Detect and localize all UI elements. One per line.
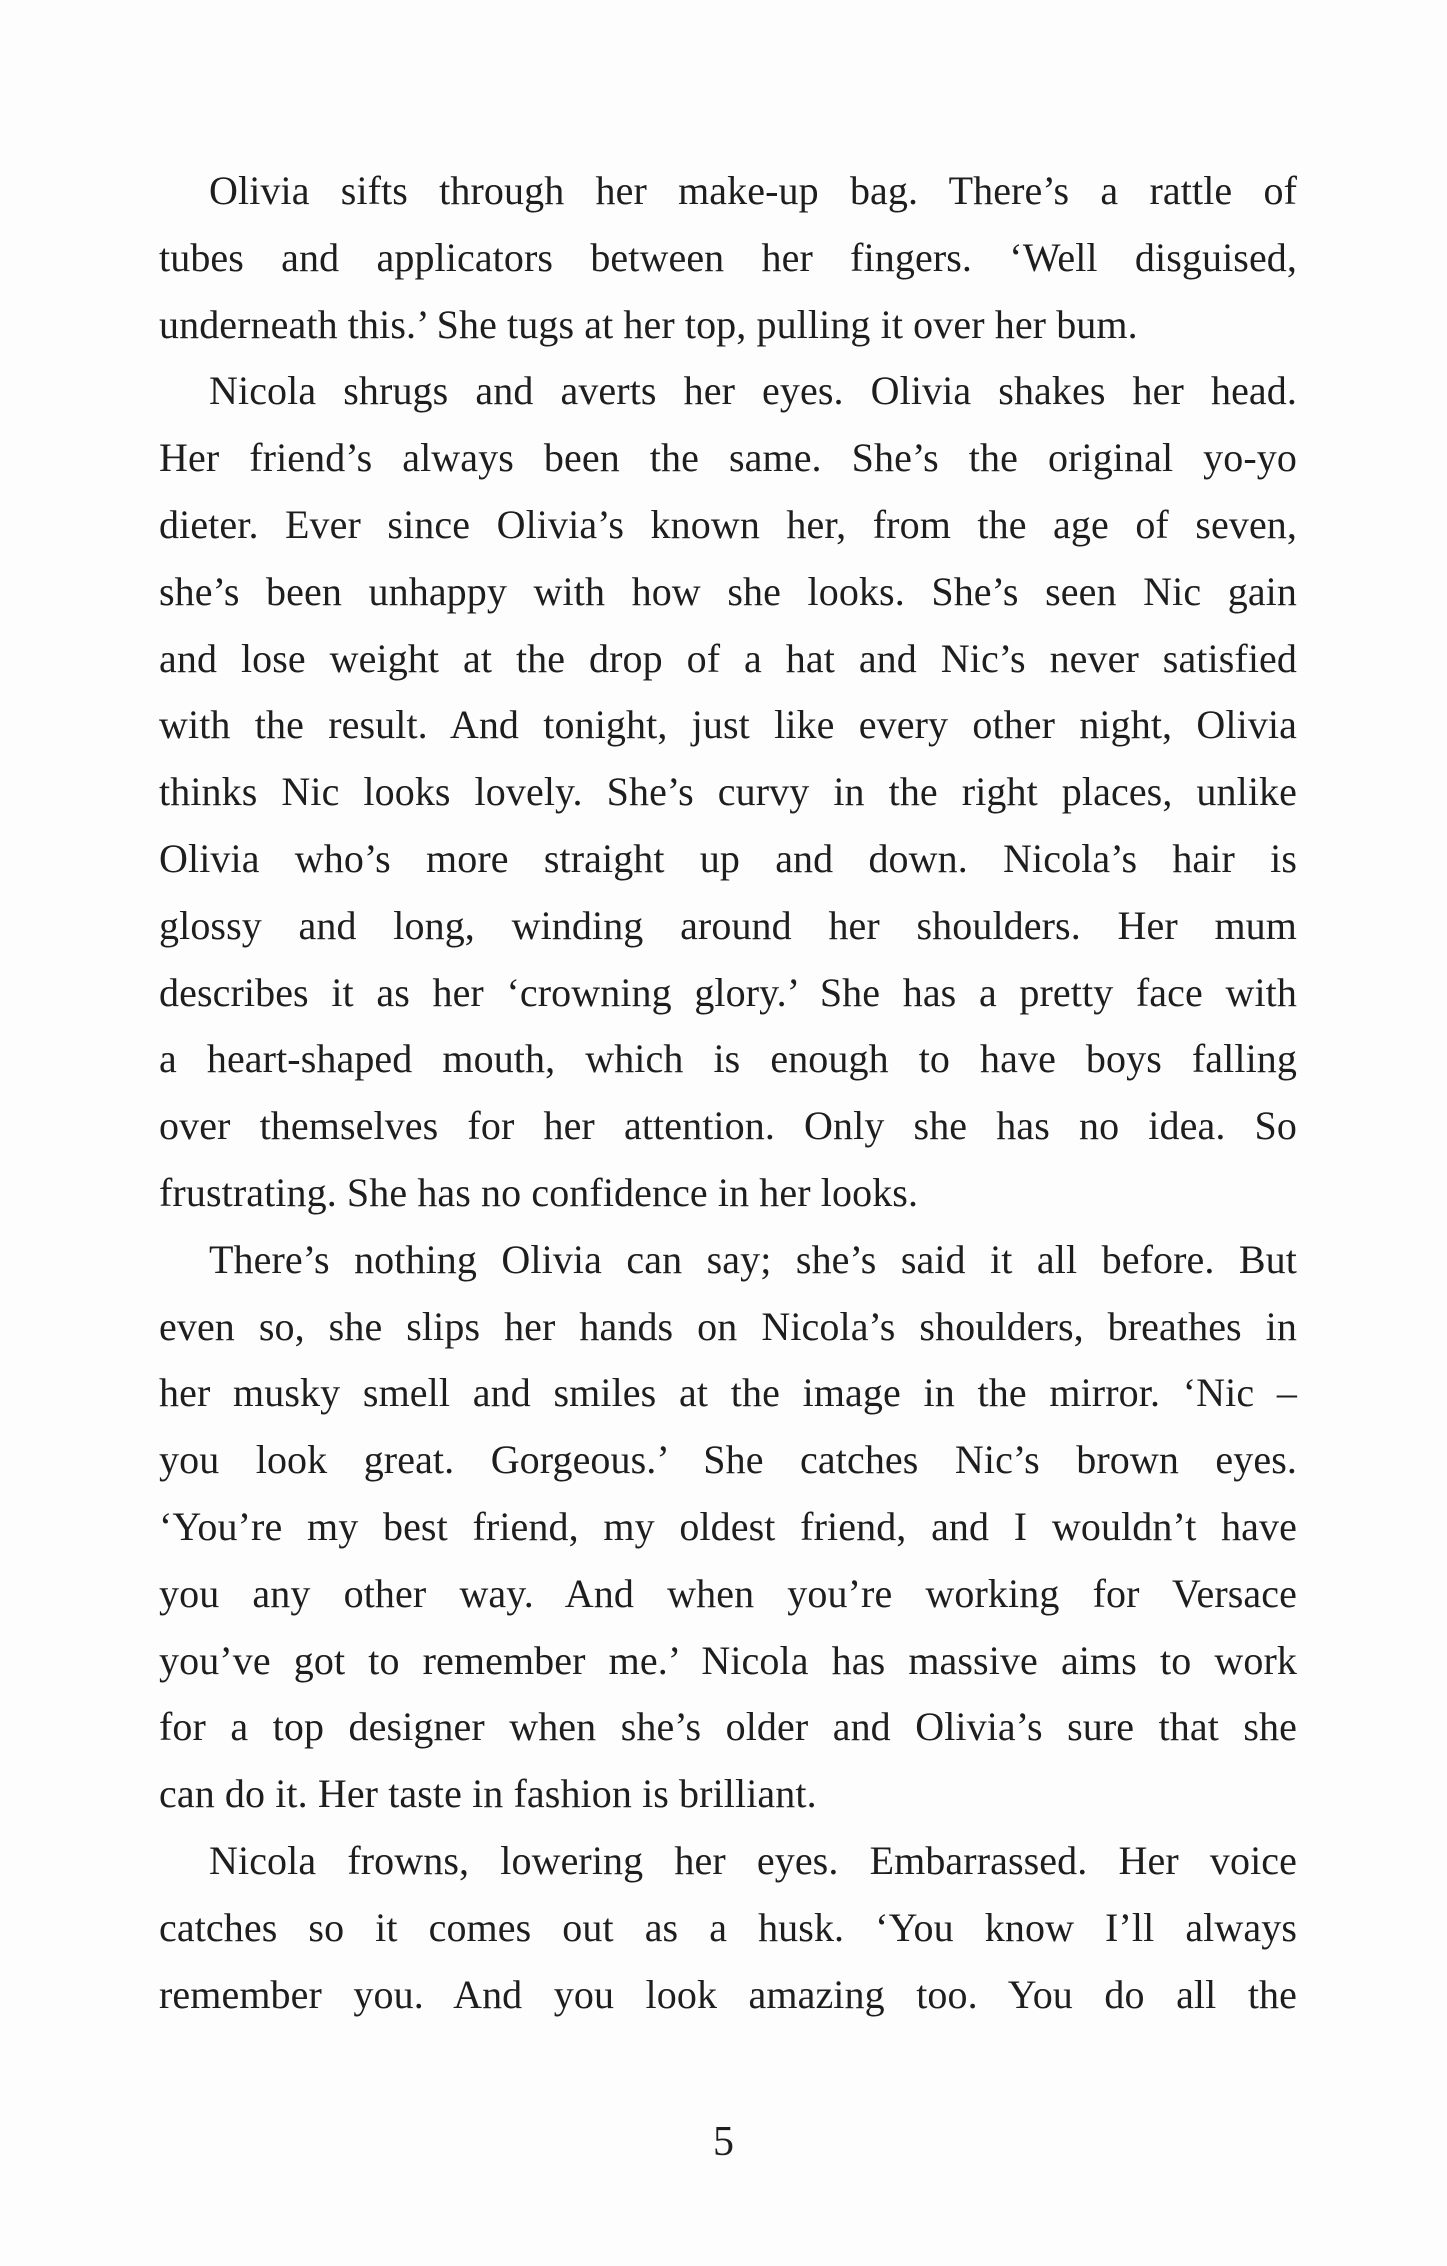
text-line: Olivia who’s more straight up and down. Nicola’s hair is [159, 835, 1297, 881]
text-line: you any other way. And when you’re working for Versace [159, 1570, 1297, 1616]
text-line: you’ve got to remember me.’ Nicola has massive aims to work [159, 1637, 1297, 1683]
text-line: underneath this.’ She tugs at her top, pulling it over her bum. [159, 301, 1138, 347]
text-line: frustrating. She has no confidence in her looks. [159, 1169, 919, 1215]
text-line: glossy and long, winding around her shoulders. Her mum [159, 902, 1297, 948]
text-line: dieter. Ever since Olivia’s known her, from the age of seven, [159, 501, 1297, 547]
text-line: There’s nothing Olivia can say; she’s said it all before. But [209, 1236, 1297, 1282]
text-line: with the result. And tonight, just like every other night, Olivia [159, 702, 1297, 748]
text-line: even so, she slips her hands on Nicola’s shoulders, breathes in [159, 1303, 1297, 1349]
text-line: over themselves for her attention. Only she has no idea. So [159, 1103, 1297, 1149]
text-line: remember you. And you look amazing too. You do all the [159, 1971, 1297, 2017]
text-line: Olivia sifts through her make-up bag. There’s a rattle of [209, 168, 1297, 213]
text-line: describes it as her ‘crowning glory.’ She has a pretty face with [159, 969, 1297, 1015]
body-text [159, 158, 1297, 2028]
text-line: Her friend’s always been the same. She’s the original yo-yo [159, 435, 1297, 481]
text-line: Nicola frowns, lowering her eyes. Embarrassed. Her voice [209, 1837, 1297, 1883]
text-line: she’s been unhappy with how she looks. She’s seen Nic gain [159, 568, 1297, 614]
text-line: for a top designer when she’s older and Olivia’s sure that she [159, 1704, 1297, 1750]
text-line: catches so it comes out as a husk. ‘You know I’ll always [159, 1904, 1297, 1950]
text-line: tubes and applicators between her fingers. ‘Well disguised, [159, 234, 1297, 280]
text-line: and lose weight at the drop of a hat and Nic’s never satisfied [159, 635, 1297, 681]
text-line: thinks Nic looks lovely. She’s curvy in the right places, unlike [159, 769, 1297, 815]
text-line: can do it. Her taste in fashion is brilliant. [159, 1771, 817, 1817]
text-line: ‘You’re my best friend, my oldest friend, and I wouldn’t have [159, 1503, 1297, 1549]
text-line: Nicola shrugs and averts her eyes. Olivia shakes her head. [209, 368, 1297, 414]
text-line: you look great. Gorgeous.’ She catches Nic’s brown eyes. [159, 1437, 1297, 1483]
text-line: a heart-shaped mouth, which is enough to have boys falling [159, 1036, 1297, 1082]
page-number: 5 [713, 2119, 734, 2165]
text-line: her musky smell and smiles at the image in the mirror. ‘Nic – [159, 1370, 1297, 1416]
